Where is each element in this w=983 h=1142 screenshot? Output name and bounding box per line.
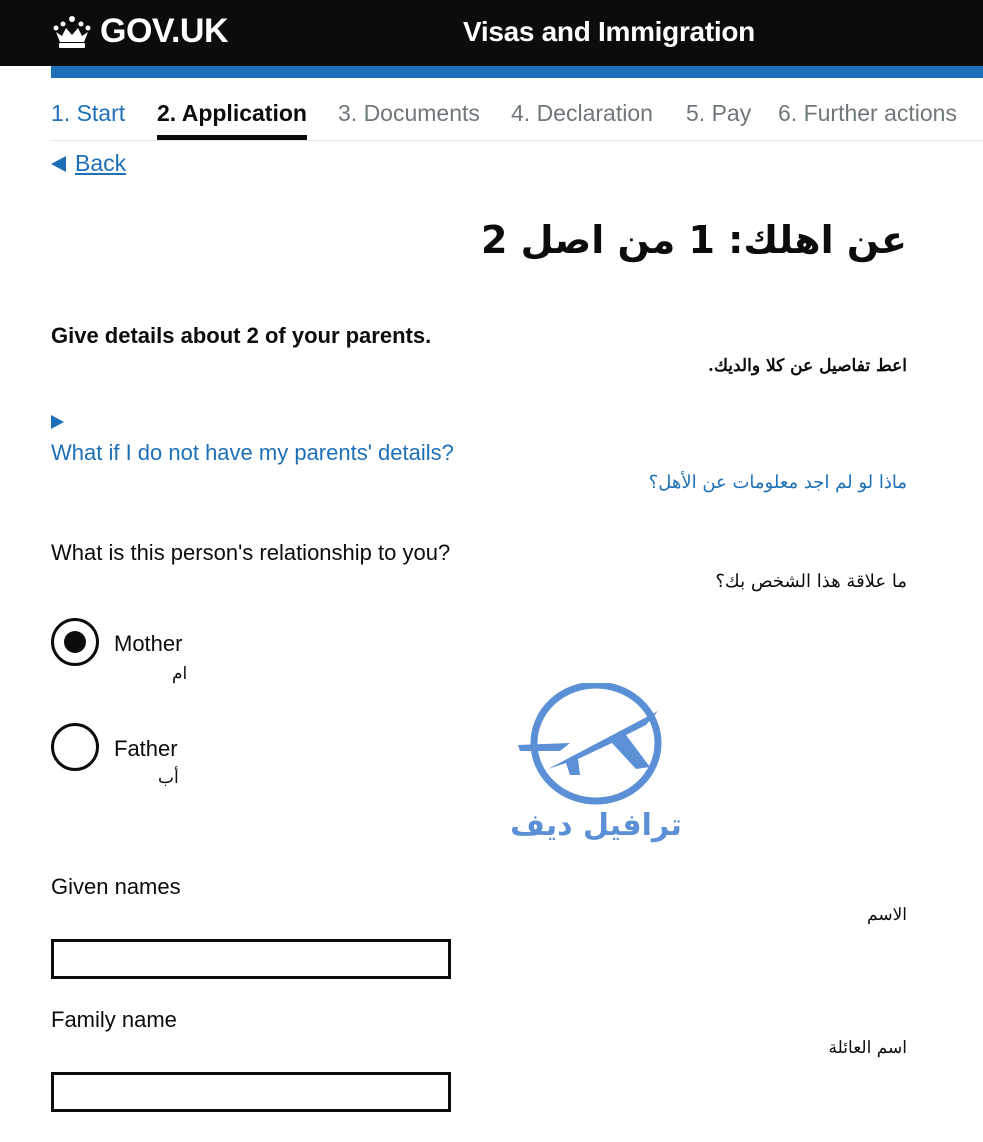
page-title-arabic: عن اهلك: 1 من اصل 2 (480, 218, 907, 262)
govuk-home-link[interactable] (52, 12, 228, 51)
step-declaration: 4. Declaration (511, 100, 653, 126)
step-further-actions: 6. Further actions (778, 100, 957, 126)
radio-mother-label[interactable]: Mother (114, 631, 183, 656)
header-accent-bar (51, 66, 983, 78)
lead-text: Give details about 2 of your parents. (51, 323, 432, 348)
given-names-label-arabic: الاسم (867, 905, 907, 925)
current-step-indicator (157, 135, 307, 140)
step-navigation (51, 98, 983, 141)
lead-text-arabic: اعط تفاصيل عن كلا والديك. (708, 356, 907, 376)
step-application[interactable]: 2. Application (157, 100, 307, 126)
relationship-question-arabic: ما علاقة هذا الشخص بك؟ (715, 571, 907, 592)
radio-mother[interactable] (51, 618, 99, 666)
back-link-label: Back (75, 150, 127, 176)
back-arrow-icon (51, 156, 66, 172)
relationship-question: What is this person's relationship to you? (51, 540, 451, 565)
family-name-label-arabic: اسم العائلة (828, 1038, 907, 1058)
radio-father-label-arabic: أب (158, 768, 179, 788)
details-expand-icon[interactable] (51, 415, 64, 429)
watermark-logo (508, 683, 684, 848)
radio-selected-dot (64, 631, 86, 653)
crown-icon (52, 15, 92, 49)
family-name-input[interactable] (51, 1072, 451, 1112)
radio-father-label[interactable]: Father (114, 736, 178, 761)
radio-father[interactable] (51, 723, 99, 771)
step-pay: 5. Pay (686, 100, 752, 126)
govuk-brand-text: GOV.UK (100, 12, 229, 50)
step-documents: 3. Documents (338, 100, 480, 126)
step-start[interactable]: 1. Start (51, 100, 126, 126)
watermark-text: ترافيل ديف (510, 808, 682, 843)
family-name-label: Family name (51, 1007, 177, 1032)
radio-mother-label-arabic: ام (172, 664, 188, 684)
back-link[interactable] (51, 150, 126, 177)
given-names-label: Given names (51, 874, 181, 899)
given-names-input[interactable] (51, 939, 451, 979)
details-summary-link[interactable]: What if I do not have my parents' details? (51, 440, 454, 465)
details-summary-arabic[interactable]: ماذا لو لم اجد معلومات عن الأهل؟ (648, 472, 907, 493)
site-header (0, 0, 983, 66)
airplane-globe-icon (518, 685, 658, 801)
service-name[interactable]: Visas and Immigration (463, 16, 755, 47)
